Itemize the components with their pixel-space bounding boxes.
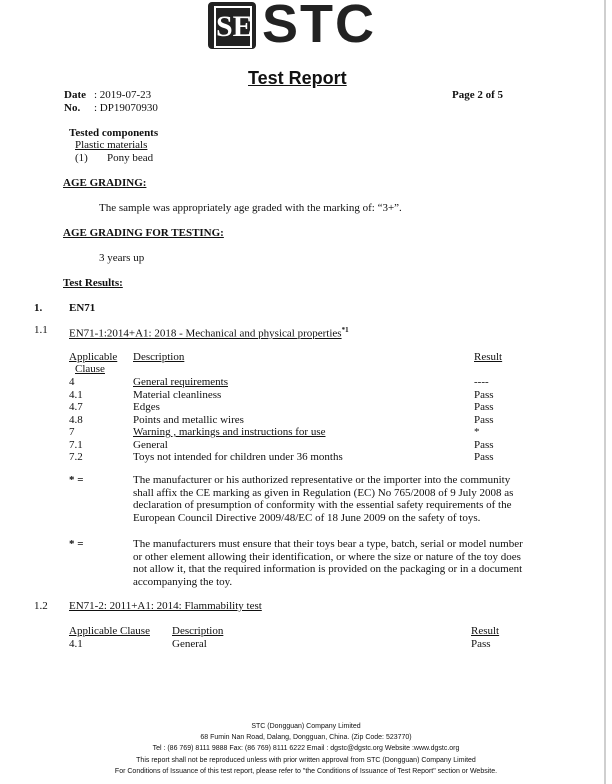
- age-grading-text: The sample was appropriately age graded with the marking of: “3+”.: [99, 202, 402, 214]
- row-description: Points and metallic wires: [133, 413, 244, 426]
- test-results-heading: Test Results:: [63, 277, 123, 289]
- stc-logo-mark: [208, 2, 256, 49]
- col-result-header: Result: [474, 351, 503, 363]
- col-clause-header-2: Clause: [75, 363, 105, 375]
- row-clause: 7: [69, 426, 75, 438]
- footer-line: This report shall not be reproduced unless with prior written approval from STC (Dongguan) Company Limited: [136, 756, 476, 764]
- row-clause: 7.2: [69, 451, 83, 463]
- footer-line: STC (Dongguan) Company Limited: [251, 723, 361, 730]
- number-value: : DP19070930: [94, 102, 158, 114]
- row-result: Pass: [474, 401, 494, 413]
- age-testing-heading: AGE GRADING FOR TESTING:: [63, 227, 224, 239]
- row-result: *: [474, 426, 480, 438]
- row-clause: 4.8: [69, 413, 83, 426]
- row-description: Edges: [133, 401, 160, 413]
- note-text: The manufacturer or his authorized representative or the importer into the community shall affix the CE marking as given in Regulation (EC) No 765/2008 of 9 July 2008 as declaration of presumption of conformity with the essential safety requirements of the European Council Directive 2009/48/EC of 18 June 2009 on the safety of toys.: [133, 474, 514, 524]
- footer-line: For Conditions of Issuance of this test report, please refer to "the Conditions of Issuance of Test Report" section or Website.: [114, 767, 498, 775]
- age-grading-heading: AGE GRADING:: [63, 177, 147, 189]
- footer-line: 68 Fumin Nan Road, Dalang, Dongguan, China. (Zip Code: 523770): [200, 734, 412, 742]
- row-result: Pass: [471, 638, 491, 650]
- note-text: The manufacturers must ensure that their toys bear a type, batch, serial or model number or other element allowing their identification, or where the size or nature of the toy does not allow it, that the required information is provided on the packaging or in a document accompanying the toy.: [133, 538, 523, 588]
- note-marker: * =: [69, 538, 84, 550]
- logo-mark-text: SE: [214, 6, 252, 48]
- row-result: ----: [474, 376, 489, 388]
- report-title: Test Report: [248, 68, 347, 88]
- date-value: : 2019-07-23: [94, 89, 152, 101]
- row-clause: 4: [69, 376, 75, 388]
- note-marker: * =: [69, 474, 84, 486]
- date-label: Date: [64, 89, 86, 101]
- row-clause: 4.1: [69, 638, 83, 650]
- row-description: Toys not intended for children under 36 months: [133, 451, 343, 463]
- row-description: General: [133, 438, 168, 451]
- row-result: Pass: [474, 413, 494, 426]
- row-description: Warning , markings and instructions for use: [133, 426, 326, 438]
- stc-logo: STC: [262, 0, 376, 54]
- section-1-2-number: 1.2: [34, 600, 48, 612]
- row-clause: 4.1: [69, 388, 83, 401]
- col-description-header: Description: [133, 351, 185, 363]
- row-description: General: [172, 638, 207, 650]
- number-label: No.: [64, 102, 81, 114]
- row-result: Pass: [474, 438, 494, 451]
- col-description-header: Description: [172, 625, 224, 637]
- components-heading: Tested components: [69, 127, 159, 139]
- col-clause-header: Applicable Clause: [69, 625, 150, 637]
- col-clause-header: Applicable: [69, 351, 118, 363]
- section-1-number: 1.: [34, 302, 43, 314]
- section-1-2-title: EN71-2: 2011+A1: 2014: Flammability test: [69, 600, 262, 612]
- section-1-title: EN71: [69, 302, 96, 314]
- col-result-header: Result: [471, 625, 500, 637]
- row-clause: 7.1: [69, 438, 83, 451]
- section-1-1-title: EN71-1:2014+A1: 2018 - Mechanical and physical properties$^{*1}$: [69, 326, 349, 340]
- component-index: (1): [75, 152, 88, 164]
- row-description: Material cleanliness: [133, 388, 222, 401]
- row-result: Pass: [474, 451, 494, 463]
- component-item: Pony bead: [107, 152, 154, 164]
- age-testing-text: 3 years up: [99, 252, 145, 264]
- row-clause: 4.7: [69, 401, 83, 413]
- page-number: Page 2 of 5: [452, 89, 504, 101]
- footer-line: Tel : (86 769) 8111 9888 Fax: (86 769) 8111 6222 Email : dgstc@dgstc.org Website :www.dgstc.org: [152, 745, 460, 753]
- row-result: Pass: [474, 388, 494, 401]
- components-category: Plastic materials: [75, 139, 148, 151]
- row-description: General requirements: [133, 376, 228, 388]
- page-edge: [604, 0, 606, 784]
- section-1-1-number: 1.1: [34, 324, 48, 336]
